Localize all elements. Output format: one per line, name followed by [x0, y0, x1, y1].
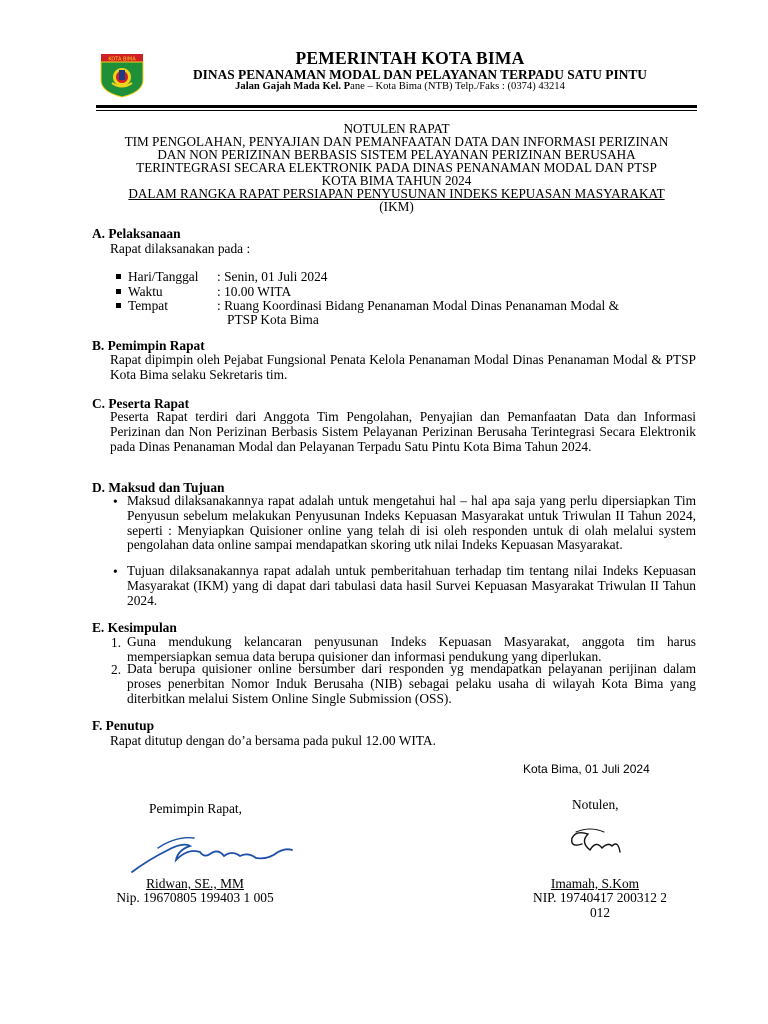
round-bullet-icon: • [113, 494, 118, 509]
left-signer-role: Pemimpin Rapat, [149, 801, 242, 816]
section-f-text: Rapat ditutup dengan do’a bersama pada pukul 12.00 WITA. [110, 733, 436, 748]
section-d-heading: D. Maksud dan Tujuan [92, 480, 225, 495]
org-name: PEMERINTAH KOTA BIMA [295, 48, 525, 68]
square-bullet-icon [116, 303, 121, 308]
right-signer-role: Notulen, [572, 797, 619, 812]
round-bullet-icon: • [113, 564, 118, 579]
item-label: Waktu [128, 284, 163, 299]
logo-text: KOTA BIMA [108, 56, 136, 63]
address-rest: ane – Kota Bima (NTB) Telp./Faks : (0374) 43214 [350, 81, 565, 92]
right-signer-nip: NIP. 19740417 200312 2 [533, 890, 667, 905]
list-number: 2. [111, 662, 122, 677]
section-e-heading: E. Kesimpulan [92, 620, 177, 635]
place-date: Kota Bima, 01 Juli 2024 [523, 762, 650, 776]
address-bold: Jalan Gajah Mada Kel. P [235, 81, 351, 92]
document-title [96, 122, 697, 213]
item-value: : 10.00 WITA [217, 284, 292, 299]
item-label: Hari/Tanggal [128, 269, 199, 284]
section-f-heading: F. Penutup [92, 718, 155, 733]
list-number: 1. [111, 635, 122, 650]
department-name: DINAS PENANAMAN MODAL DAN PELAYANAN TERPADU SATU PINTU [193, 67, 647, 82]
title-line: (IKM) [379, 199, 414, 214]
title-line: KOTA BIMA TAHUN 2024 [321, 173, 472, 188]
section-d-bullet-1: Maksud dilaksanakannya rapat adalah untuk mengetahui hal – hal apa saja yang perlu dipersiapkan Tim Penyusun sebelum melakukan Penyusunan Indeks Kepuasan Masyarakat untuk Triwulan II Tahun 2024, seperti : Menyiapkan Quisioner online yang telah di isi oleh responden untuk di olah melalui system pengolahan data online sampai mendapatkan skoring utk nilai Indeks Kepuasan Masyarakat. [127, 493, 696, 553]
item-label: Tempat [128, 298, 168, 313]
section-a-heading: A. Pelaksanaan [92, 226, 181, 241]
title-line: NOTULEN RAPAT [343, 121, 450, 136]
section-b-heading: B. Pemimpin Rapat [92, 338, 205, 353]
left-signature [128, 830, 298, 876]
header-rule-thin [96, 110, 697, 111]
title-line: DAN NON PERIZINAN BERBASIS SISTEM PELAYANAN PERIZINAN BERUSAHA [157, 147, 636, 162]
kota-bima-logo [98, 50, 146, 98]
address [150, 81, 650, 92]
section-d-bullet-2: Tujuan dilaksanakannya rapat adalah untuk pemberitahuan terhadap tim tentang nilai Indeks Kepuasan Masyarakat (IKM) yang di dapat dari tabulasi data hasil Survei Kepuasan Masyarakat Triwulan II Tahun 2024. [127, 563, 696, 608]
left-signer-nip: Nip. 19670805 199403 1 005 [116, 890, 274, 905]
place-continuation: PTSP Kota Bima [227, 312, 319, 327]
list-item [116, 269, 696, 285]
title-line: TERINTEGRASI SECARA ELEKTRONIK PADA DINAS PENANAMAN MODAL DAN PTSP [136, 160, 657, 175]
title-line: DALAM RANGKA RAPAT PERSIAPAN PENYUSUNAN INDEKS KEPUASAN MASYARAKAT [128, 186, 665, 201]
section-b-text: Rapat dipimpin oleh Pejabat Fungsional Penata Kelola Penanaman Modal Dinas Penanaman Modal & PTSP Kota Bima selaku Sekretaris tim. [110, 352, 696, 382]
item-value: : Ruang Koordinasi Bidang Penanaman Modal Dinas Penanaman Modal & [217, 298, 620, 313]
title-line: TIM PENGOLAHAN, PENYAJIAN DAN PEMANFAATAN DATA DAN INFORMASI PERIZINAN [124, 134, 669, 149]
list-item [116, 298, 696, 314]
section-c-heading: C. Peserta Rapat [92, 396, 190, 411]
item-value: : Senin, 01 Juli 2024 [217, 269, 328, 284]
section-a-intro: Rapat dilaksanakan pada : [110, 241, 251, 256]
square-bullet-icon [116, 274, 121, 279]
header-rule-thick [96, 105, 697, 108]
right-signer-nip-cont: 012 [589, 905, 611, 920]
right-signer-name: Imamah, S.Kom [550, 876, 640, 891]
right-signature [560, 822, 660, 862]
section-c-text: Peserta Rapat terdiri dari Anggota Tim Pengolahan, Penyajian dan Pemanfaatan Data dan Informasi Perizinan dan Non Perizinan Berbasis Sistem Pelayanan Perizinan Berusaha Terintegrasi Secara Elektronik pada Dinas Penanaman Modal dan Pelayanan Terpadu Satu Pintu Kota Bima Tahun 2024. [110, 409, 696, 454]
square-bullet-icon [116, 289, 121, 294]
section-e-item-2: Data berupa quisioner online bersumber dari responden yg mendapatkan pelayanan perijinan dalam proses penerbitan Nomor Induk Berusaha (NIB) sebagai pelaku usaha di wilayah Kota Bima yang diterbitkan melalui Sistem Online Single Submission (OSS). [127, 661, 696, 706]
left-signer-name: Ridwan, SE., MM [146, 876, 244, 891]
section-e-item-1: Guna mendukung kelancaran penyusunan Indeks Kepuasan Masyarakat, anggota tim harus mempersiapkan semua data berupa quisioner dan informasi pendukung yang diperlukan. [127, 634, 696, 664]
